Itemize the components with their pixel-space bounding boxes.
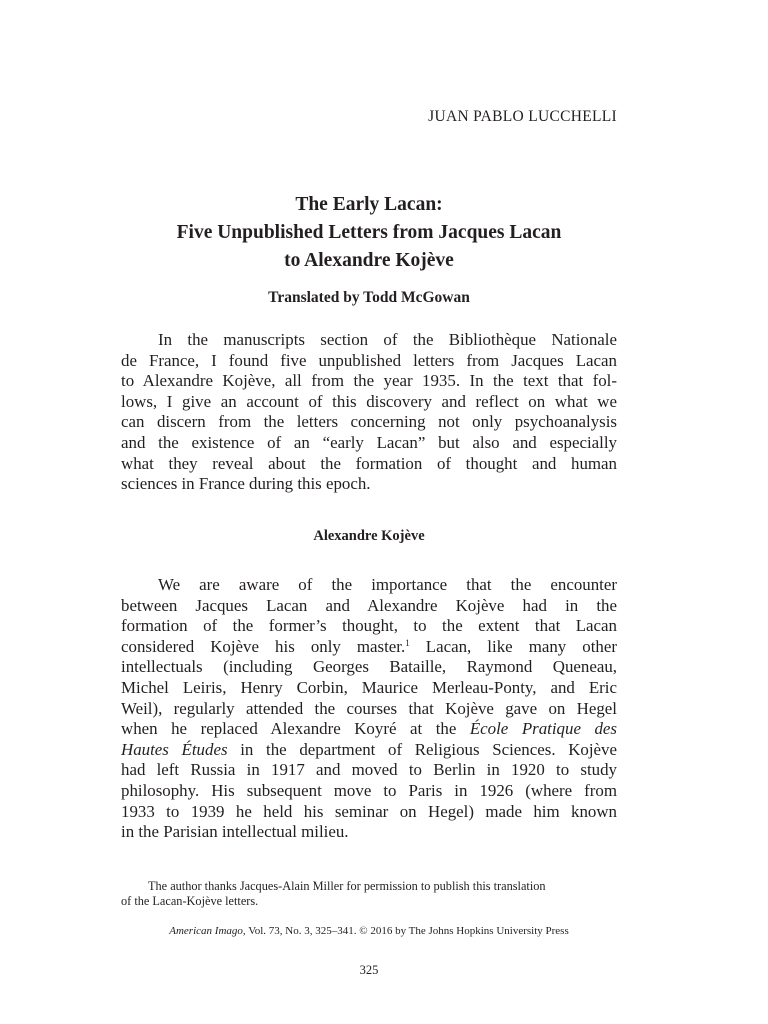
title-line: to Alexandre Kojève <box>284 250 454 271</box>
text-line: sciences in France during this epoch. <box>121 474 371 494</box>
text-segment: Lacan, like many other <box>409 636 617 656</box>
footnote-marker[interactable]: 1 <box>405 637 410 648</box>
section-heading: Alexandre Kojève <box>313 528 425 544</box>
text-line: in the Parisian intellectual milieu. <box>121 822 349 842</box>
text-line: between Jacques Lacan and Alexandre Kojève had in the <box>121 595 617 615</box>
abstract-paragraph <box>121 330 617 495</box>
journal-page <box>121 0 617 1024</box>
body-paragraph <box>121 575 617 843</box>
text-line: and the existence of an “early Lacan” but also and especially <box>121 432 617 452</box>
text-segment: in the department of Religious Sciences. Kojève <box>227 739 618 759</box>
footnote-line: The author thanks Jacques-Alain Miller for permission to publish this translation <box>148 879 546 893</box>
text-line: Weil), regularly attended the courses that Kojève gave on Hegel <box>121 698 617 718</box>
text-line: Michel Leiris, Henry Corbin, Maurice Merleau-Ponty, and Eric <box>121 677 617 697</box>
citation-details: , Vol. 73, No. 3, 325–341. © 2016 by The Johns Hopkins University Press <box>242 925 569 937</box>
journal-name: American Imago <box>169 925 243 937</box>
article-title <box>121 191 617 275</box>
text-segment: considered Kojève his only master. <box>121 636 406 656</box>
text-line <box>121 740 617 761</box>
journal-citation <box>121 925 617 937</box>
text-line: In the manuscripts section of the Bibliothèque Nationale <box>158 330 617 349</box>
text-line: formation of the former’s thought, to the extent that Lacan <box>121 616 617 636</box>
author-footnote <box>121 879 617 910</box>
text-line: can discern from the letters concerning not only psychoanalysis <box>121 412 617 432</box>
text-line: We are aware of the importance that the encounter <box>158 575 617 594</box>
text-line: lows, I give an account of this discovery and reflect on what we <box>121 391 617 411</box>
text-line: philosophy. His subsequent move to Paris in 1926 (where from <box>121 780 617 800</box>
author-name: JUAN PABLO LUCCHELLI <box>428 108 617 125</box>
text-line: 1933 to 1939 he held his seminar on Hegel) made him known <box>121 801 617 821</box>
text-line: to Alexandre Kojève, all from the year 1935. In the text that fol- <box>121 371 617 391</box>
text-segment: when he replaced Alexandre Koyré at the <box>121 719 470 739</box>
text-line: intellectuals (including Georges Bataille, Raymond Queneau, <box>121 657 617 677</box>
text-line: de France, I found five unpublished letters from Jacques Lacan <box>121 350 617 370</box>
text-line: had left Russia in 1917 and moved to Berlin in 1920 to study <box>121 760 617 780</box>
text-line <box>121 719 617 740</box>
title-line: The Early Lacan: <box>295 194 443 215</box>
title-line: Five Unpublished Letters from Jacques Lacan <box>176 222 562 243</box>
page-number: 325 <box>359 963 379 977</box>
text-line <box>121 637 617 658</box>
institution-name-italic: Hautes Études <box>121 739 228 759</box>
footnote-line: of the Lacan-Kojève letters. <box>121 894 259 909</box>
translator-credit: Translated by Todd McGowan <box>268 289 470 306</box>
text-line: what they reveal about the formation of thought and human <box>121 453 617 473</box>
institution-name-italic: École Pratique des <box>469 719 617 739</box>
